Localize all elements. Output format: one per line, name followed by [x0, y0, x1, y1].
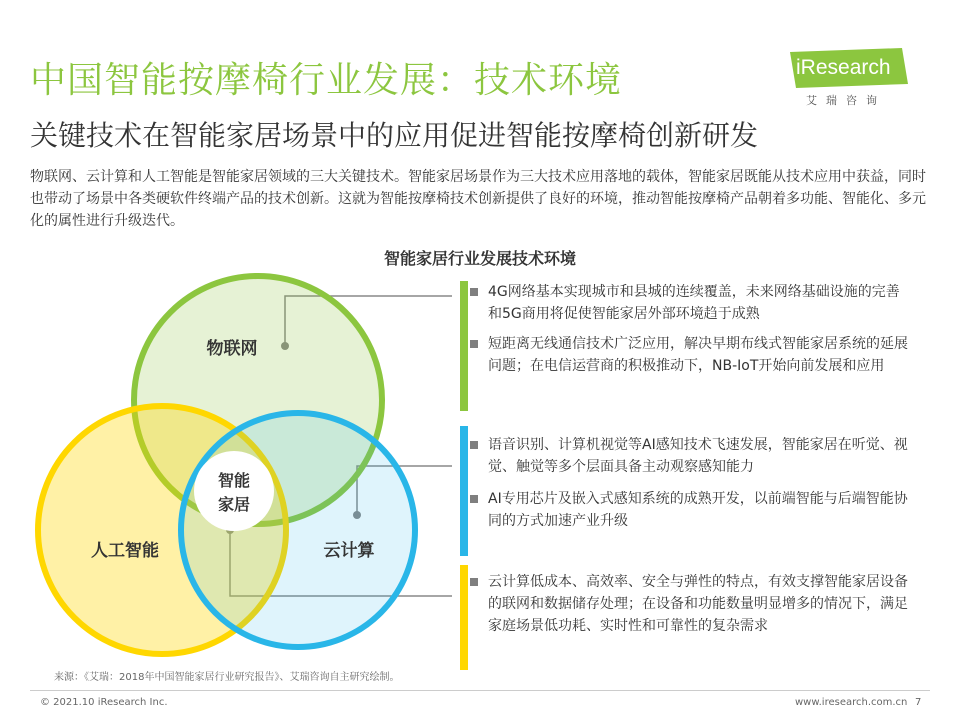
label-center-1: 智能 — [217, 471, 251, 490]
bullet-item: AI专用芯片及嵌入式感知系统的成熟开发，以前端智能与后端智能协同的方式加速产业升级 — [488, 488, 908, 532]
group-bar-cloud — [460, 565, 468, 670]
bullet-item: 语音识别、计算机视觉等AI感知技术飞速发展，智能家居在听觉、视觉、触觉等多个层面具备主动观察感知能力 — [488, 434, 908, 478]
intro-paragraph: 物联网、云计算和人工智能是智能家居领域的三大关键技术。智能家居场景作为三大技术应用落地的载体，智能家居既能从技术应用中获益，同时也带动了场景中各类硬软件终端产品的技术创新。这就为智能按摩椅技术创新提供了良好的环境，推动智能按摩椅产品朝着多功能、智能化、多元化的属性进行升级迭代。 — [30, 169, 926, 229]
source-note: 来源：《艾瑞：2018年中国智能家居行业研究报告》、艾瑞咨询自主研究绘制。 — [54, 672, 400, 683]
label-iot: 物联网 — [206, 339, 258, 359]
bullet-item: 短距离无线通信技术广泛应用，解决早期布线式智能家居系统的延展问题；在电信运营商的积极推动下，NB-IoT开始向前发展和应用 — [488, 333, 908, 377]
bullet-item: 4G网络基本实现城市和县城的连续覆盖，未来网络基础设施的完善和5G商用将促使智能家居外部环境趋于成熟 — [488, 281, 908, 325]
bullet-group-cloud — [460, 565, 920, 670]
center-circle — [194, 451, 274, 531]
page-subtitle: 关键技术在智能家居场景中的应用促进智能按摩椅创新研发 — [30, 119, 759, 152]
circle-cloud — [181, 413, 415, 647]
logo-brand: iResearch — [796, 56, 891, 79]
label-center-2: 家居 — [217, 495, 251, 514]
page-number: 7 — [915, 697, 922, 708]
label-cloud: 云计算 — [323, 541, 375, 561]
bullet-item: 云计算低成本、高效率、安全与弹性的特点，有效支撑智能家居设备的联网和数据储存处理；在设备和功能数量明显增多的情况下，满足家庭场景低功耗、实时性和可靠性的复杂需求 — [488, 571, 908, 637]
label-ai: 人工智能 — [91, 541, 159, 561]
group-bar-iot — [460, 281, 468, 411]
bullet-group-ai — [460, 426, 920, 556]
logo-cn: 艾瑞咨询 — [806, 94, 886, 107]
diagram-title: 智能家居行业发展技术环境 — [383, 249, 576, 268]
group-bar-ai — [460, 426, 468, 556]
bullet-group-iot — [460, 281, 920, 411]
page-title: 中国智能按摩椅行业发展：技术环境 — [30, 60, 623, 101]
website: www.iresearch.com.cn — [795, 697, 908, 708]
copyright: © 2021.10 iResearch Inc. — [40, 697, 168, 708]
footer-divider — [30, 690, 930, 691]
